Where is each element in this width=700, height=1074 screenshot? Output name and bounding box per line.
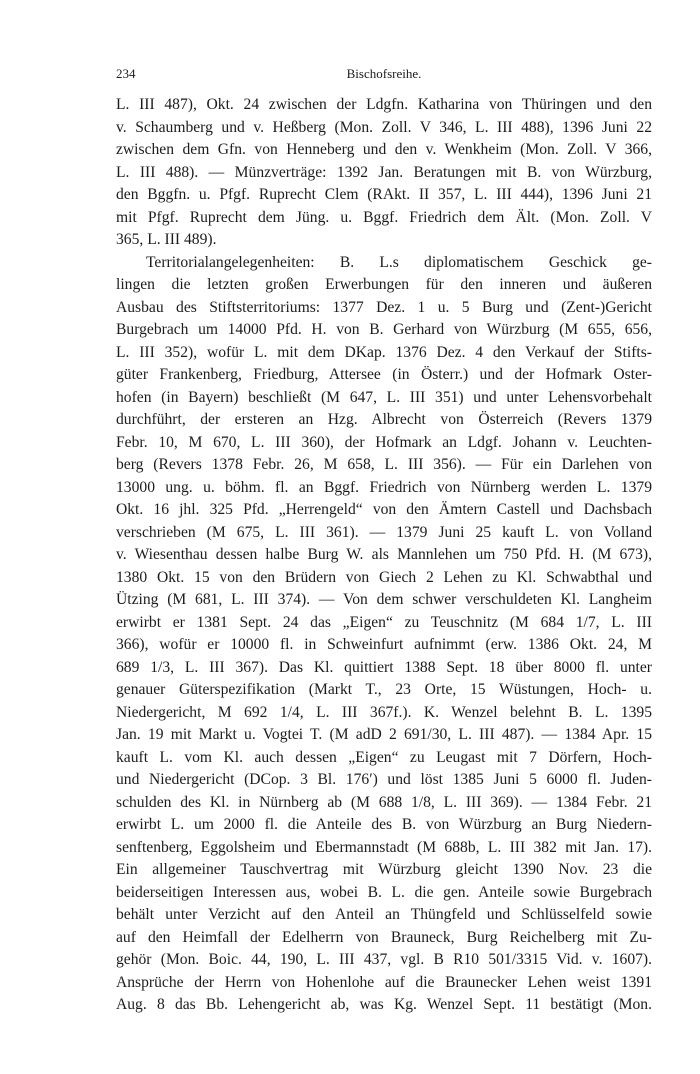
- text-line: Ein allgemeiner Tauschvertrag mit Würzburg gleicht 1390 Nov. 23 die: [116, 861, 652, 878]
- text-line: erwirbt er 1381 Sept. 24 das „Eigen“ zu Teuschnitz (M 684 1/7, L. III: [116, 613, 652, 631]
- text-line: auf den Heimfall der Edelherrn von Brauneck, Burg Reichelberg mit Zu-: [116, 928, 652, 946]
- text-line: behält unter Verzicht auf den Anteil an Thüngfeld und Schlüsselfeld sowie: [116, 906, 652, 923]
- text-line: hofen (in Bayern) beschließt (M 647, L. III 351) und unter Lehensvorbehalt: [116, 388, 652, 406]
- text-line: Burgebrach um 14000 Pfd. H. von B. Gerhard von Würzburg (M 655, 656,: [116, 321, 652, 338]
- text-line: beiderseitigen Interessen aus, wobei B. L. die gen. Anteile sowie Burgebrach: [116, 883, 652, 901]
- text-line: 365, L. III 489).: [116, 231, 217, 248]
- page-number: 234: [116, 66, 136, 81]
- text-line: berg (Revers 1378 Febr. 26, M 658, L. III 356). — Für ein Darlehen von: [116, 456, 652, 473]
- text-line: Niedergericht, M 692 1/4, L. III 367f.). K. Wenzel belehnt B. L. 1395: [116, 703, 652, 721]
- text-line: L. III 488). — Münzverträge: 1392 Jan. Beratungen mit B. von Würzburg,: [116, 163, 652, 181]
- text-line: v. Wiesenthau dessen halbe Burg W. als Mannlehen um 750 Pfd. H. (M 673),: [116, 546, 652, 563]
- text-line: gehör (Mon. Boic. 44, 190, L. III 437, vgl. B R10 501/3315 Vid. v. 1607).: [116, 951, 652, 968]
- text-line: den Bggfn. u. Pfgf. Ruprecht Clem (RAkt. II 357, L. III 444), 1396 Juni 21: [116, 186, 652, 203]
- text-line: und Niedergericht (DCop. 3 Bl. 176′) und löst 1385 Juni 5 6000 fl. Juden-: [116, 771, 652, 788]
- text-line: erwirbt L. um 2000 fl. die Anteile des B. von Würzburg an Burg Niedern-: [116, 816, 652, 833]
- text-line: 1380 Okt. 15 von den Brüdern von Giech 2 Lehen zu Kl. Schwabthal und: [116, 568, 652, 586]
- text-line: 366), wofür er 10000 fl. in Schweinfurt aufnimmt (erw. 1386 Okt. 24, M: [116, 636, 652, 653]
- text-line: L. III 352), wofür L. mit dem DKap. 1376 Dez. 4 den Verkauf der Stifts-: [116, 343, 652, 361]
- page-header: [116, 64, 652, 84]
- text-line: Ützing (M 681, L. III 374). — Von dem schwer verschuldeten Kl. Langheim: [116, 591, 652, 608]
- text-line: Okt. 16 jhl. 325 Pfd. „Herrengeld“ von den Ämtern Castell und Dachsbach: [116, 501, 652, 518]
- text-line: v. Schaumberg und v. Heßberg (Mon. Zoll. V 346, L. III 488), 1396 Juni 22: [116, 118, 652, 136]
- text-line: kauft L. vom Kl. auch dessen „Eigen“ zu Leugast mit 7 Dörfern, Hoch-: [116, 748, 652, 766]
- text-line: Jan. 19 mit Markt u. Vogtei T. (M adD 2 691/30, L. III 487). — 1384 Apr. 15: [116, 726, 652, 743]
- text-line: senftenberg, Eggolsheim und Ebermannstadt (M 688b, L. III 382 mit Jan. 17).: [116, 838, 652, 856]
- text-line: Aug. 8 das Bb. Lehengericht ab, was Kg. Wenzel Sept. 11 bestätigt (Mon.: [116, 996, 652, 1013]
- text-line: güter Frankenberg, Friedburg, Attersee (in Österr.) und der Hofmark Oster-: [116, 366, 652, 383]
- body-text: [116, 94, 652, 1017]
- text-line: Ansprüche der Herrn von Hohenlohe auf die Braunecker Lehen weist 1391: [116, 973, 652, 991]
- text-line: Ausbau des Stiftsterritoriums: 1377 Dez. 1 u. 5 Burg und (Zent-)Gericht: [116, 298, 652, 316]
- text-line: genauer Güterspezifikation (Markt T., 23 Orte, 15 Wüstungen, Hoch- u.: [116, 681, 652, 698]
- text-line: Febr. 10, M 670, L. III 360), der Hofmark an Ldgf. Johann v. Leuchten-: [116, 433, 652, 451]
- text-line: zwischen dem Gfn. von Henneberg und den v. Wenkheim (Mon. Zoll. V 366,: [116, 141, 652, 158]
- running-title: Bischofsreihe.: [346, 66, 422, 81]
- text-line: 689 1/3, L. III 367). Das Kl. quittiert 1388 Sept. 18 über 8000 fl. unter: [116, 658, 652, 676]
- text-line: lingen die letzten großen Erwerbungen für den inneren und äußeren: [116, 276, 652, 293]
- text-line: mit Pfgf. Ruprecht dem Jüng. u. Bggf. Friedrich dem Ält. (Mon. Zoll. V: [116, 208, 652, 226]
- text-line: 13000 ung. u. böhm. fl. an Bggf. Friedrich von Nürnberg werden L. 1379: [116, 478, 652, 496]
- text-line: verschrieben (M 675, L. III 361). — 1379 Juni 25 kauft L. von Volland: [116, 523, 652, 541]
- text-line: L. III 487), Okt. 24 zwischen der Ldgfn. Katharina von Thüringen und den: [116, 96, 652, 113]
- text-line: schulden des Kl. in Nürnberg ab (M 688 1/8, L. III 369). — 1384 Febr. 21: [116, 793, 652, 811]
- paragraph-first-line: Territorialangelegenheiten: B. L.s diplomatischem Geschick ge-: [146, 253, 652, 271]
- text-line: durchführt, der ersteren an Hzg. Albrecht von Österreich (Revers 1379: [116, 411, 652, 428]
